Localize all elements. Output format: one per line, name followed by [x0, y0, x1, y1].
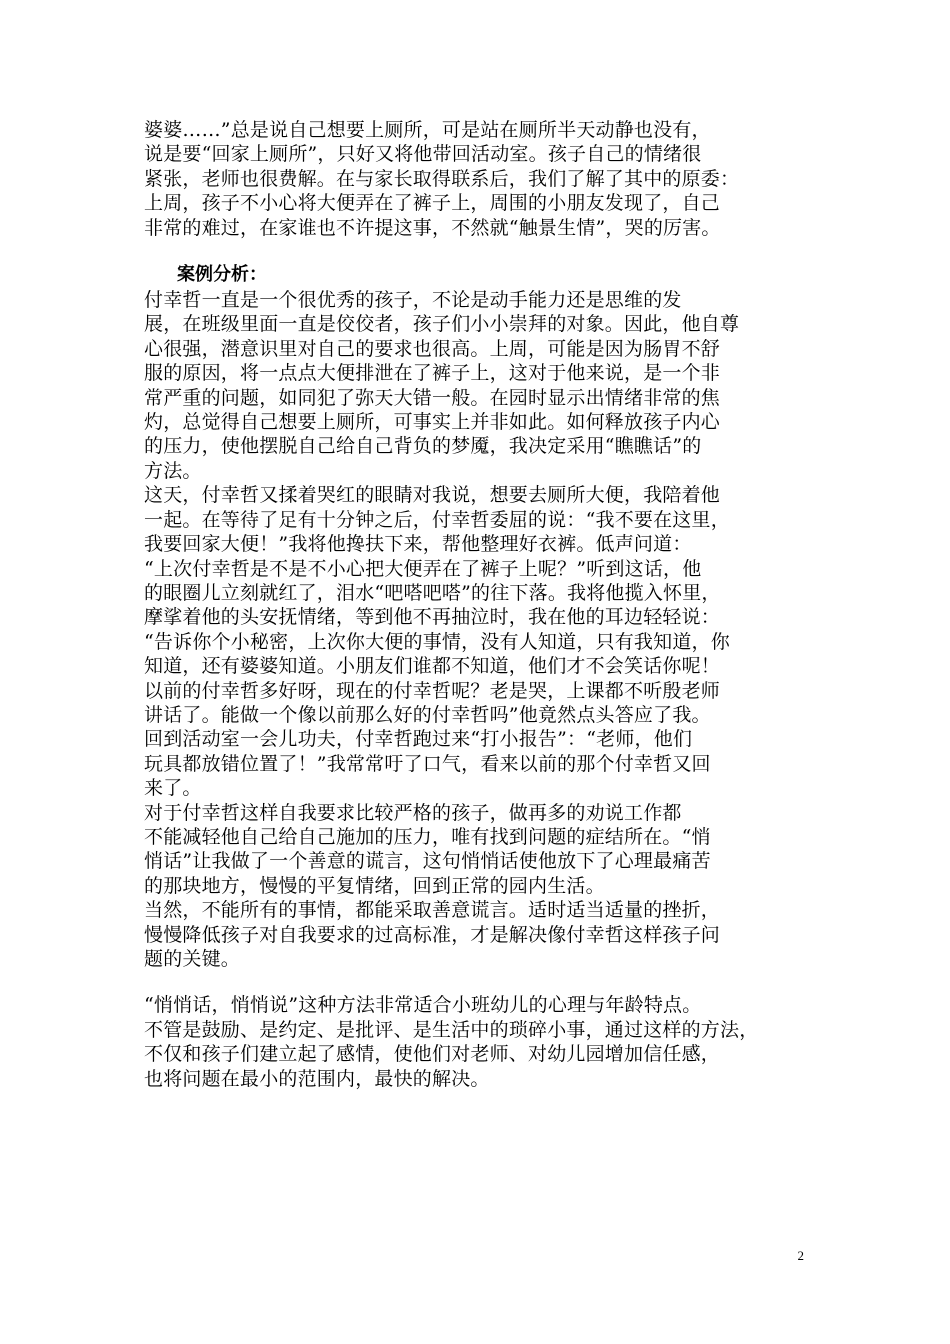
section-heading: 案例分析：	[177, 264, 267, 286]
conclusion-paragraph: “悄悄话，悄悄说”这种方法非常适合小班幼儿的心理与年龄特点。 不管是鼓励、是约定、是批评、是生活中的琐碎小事，通过这样的方法， 不仅和孩子们建立起了感情，使他们对老师、对幼儿园增加信任感， 也将问题在最小的范围内，最快的解决。	[144, 994, 759, 1090]
intro-paragraph: 婆婆……”总是说自己想要上厕所，可是站在厕所半天动静也没有， 说是要“回家上厕所”，只好又将他带回活动室。孩子自己的情绪很 紧张，老师也很费解。在与家长取得联系后，我们了解了其中的原委： 上周，孩子不小心将大便弄在了裤子上，周围的小朋友发现了，自己 非常的难过，在家谁也不许提这事，不然就“触景生情”，哭的厉害。	[144, 119, 740, 239]
analysis-paragraph-1: 付幸哲一直是一个很优秀的孩子，不论是动手能力还是思维的发 展，在班级里面一直是佼佼者，孩子们小小崇拜的对象。因此，他自尊 心很强，潜意识里对自己的要求也很高。上周，可能是因为肠胃不舒 服的原因，将一点点大便排泄在了裤子上，这对于他来说，是一个非 常严重的问题，如同犯了弥天大错一般。在园时显示出情绪非常的焦 灼，总觉得自己想要上厕所，可事实上并非如此。如何释放孩子内心 的压力，使他摆脱自己给自己背负的梦魇，我决定采用“瞧瞧话”的 方法。	[144, 289, 740, 482]
document-body	[144, 118, 814, 1091]
analysis-paragraph-2: 这天，付幸哲又揉着哭红的眼睛对我说，想要去厕所大便，我陪着他 一起。在等待了足有十分钟之后，付幸哲委屈的说：“我不要在这里， 我要回家大便！”我将他搀扶下来，帮他整理好衣裤。低声问道： “上次付幸哲是不是不小心把大便弄在了裤子上呢？”听到这话，他 的眼圈儿立刻就红了，泪水“吧嗒吧嗒”的往下落。我将他揽入怀里， 摩挲着他的头安抚情绪，等到他不再抽泣时，我在他的耳边轻轻说： “告诉你个小秘密，上次你大便的事情，没有人知道，只有我知道，你 知道，还有婆婆知道。小朋友们谁都不知道，他们才不会笑话你呢！ 以前的付幸哲多好呀，现在的付幸哲呢？老是哭，上课都不听殷老师 讲话了。能做一个像以前那么好的付幸哲吗”他竟然点头答应了我。 回到活动室一会儿功夫，付幸哲跑过来“打小报告”：“老师，他们 玩具都放错位置了！”我常常吁了口气，看来以前的那个付幸哲又回 来了。	[144, 484, 730, 800]
paragraph-spacer	[144, 971, 814, 993]
page-number: 2	[797, 1248, 804, 1263]
analysis-paragraph-4: 当然，不能所有的事情，都能采取善意谎言。适时适当适量的挫折， 慢慢降低孩子对自我要求的过高标准，才是解决像付幸哲这样孩子问 题的关键。	[144, 899, 721, 970]
analysis-paragraph-3: 对于付幸哲这样自我要求比较严格的孩子，做再多的劝说工作都 不能减轻他自己给自己施加的压力，唯有找到问题的症结所在。“悄 悄话”让我做了一个善意的谎言，这句悄悄话使他放下了心理最痛苦 的那块地方，慢慢的平复情绪，回到正常的园内生活。	[144, 801, 711, 897]
